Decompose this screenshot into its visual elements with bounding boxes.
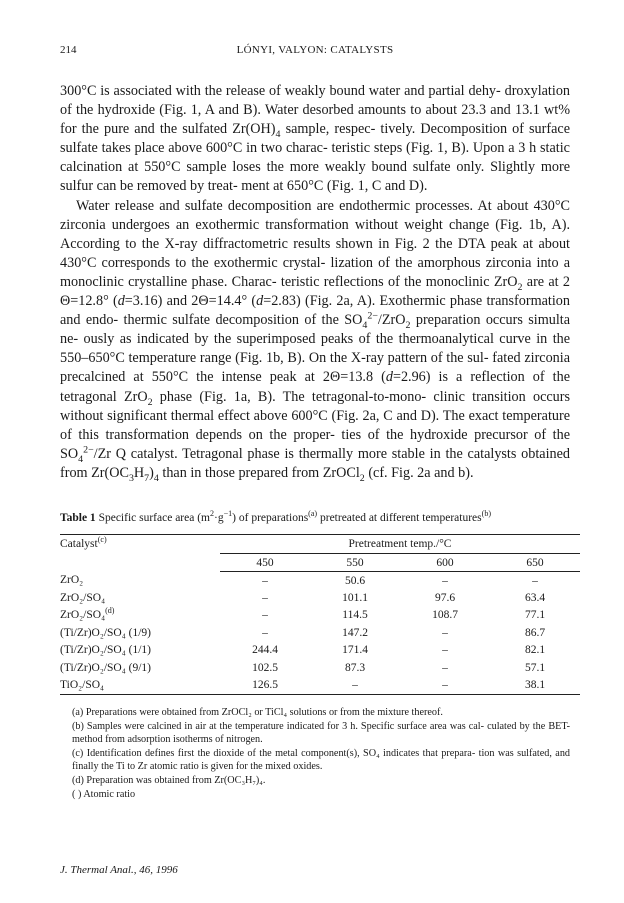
table-notes [72, 706, 570, 801]
catalyst-cell: ZrO₂/SO₄ [60, 592, 106, 605]
note-d: (d) Preparation was obtained from Zr(OC₃H₇)₄. [72, 774, 266, 786]
value-cell: – [442, 626, 448, 639]
catalyst-cell: (Ti/Zr)O₂/SO₄ (1/9) [60, 626, 151, 639]
value-cell: 77.1 [524, 609, 546, 622]
running-head-title: LÓNYI, VALYON: CATALYSTS [236, 44, 394, 56]
value-cell: 38.1 [490, 676, 580, 694]
value-cell: – [442, 574, 448, 587]
value-cell: – [262, 574, 268, 587]
value-cell: 97.6 [434, 592, 456, 605]
value-cell: 87.3 [344, 661, 366, 674]
value-cell: – [442, 644, 448, 657]
value-cell: 126.5 [220, 676, 310, 694]
body-text [60, 82, 570, 483]
value-cell: 147.2 [342, 626, 368, 639]
table-caption: Table 1 Specific surface area $(m^2\cdot g^{-1})$ of preparations$^{(a)}$ pretreated at different temperatures$^{(b)}$ [60, 509, 492, 524]
value-cell: 101.1 [342, 592, 368, 605]
paragraph-1: 300°C is associated with the release of weakly bound water and partial dehy- droxylation of the hydroxide (Fig. 1, A and B). Water desorbed amounts to about 23.3 and 13.1 wt% for the pure and the sulfated $Zr(OH)_4$ sample, respec- tively. Decomposition of surface sulfate takes place above 600°C in two charac- teristic steps (Fig. 1, B). Upon a 3 h static calcination at 550°C sample loses the more weakly bound sulfate only. Slightly more sulfur can be removed by treat- ment at 650°C (Fig. 1, C and D). [60, 83, 571, 195]
table-row [60, 624, 580, 641]
value-cell: – [310, 676, 400, 694]
value-cell: – [262, 626, 268, 639]
catalyst-cell: ZrO₂ [60, 574, 84, 587]
note-a: (a) Preparations were obtained from ZrOCl₂ or TiCl₄ solutions or from the mixture thereof. [72, 707, 443, 718]
value-cell: 50.6 [344, 574, 366, 587]
table-row [60, 589, 580, 606]
value-cell: – [532, 574, 538, 587]
value-cell: 171.4 [342, 644, 368, 657]
value-cell: 244.4 [252, 644, 278, 657]
value-cell: 102.5 [252, 661, 278, 674]
table-row [60, 642, 580, 659]
journal-footer: J. Thermal Anal., 46, 1996 [60, 864, 178, 876]
table-row [60, 659, 580, 676]
value-cell: 63.4 [524, 592, 546, 605]
column-header-temp: 550 [310, 554, 400, 572]
note-b: (b) Samples were calcined in air at the temperature indicated for 3 h. Specific surface area was cal- culated by the BET-method from adsorption isotherms of nitrogen. [72, 720, 571, 746]
value-cell: – [442, 661, 448, 674]
column-header-temp: 650 [490, 554, 580, 572]
catalyst-cell: (Ti/Zr)O₂/SO₄ (1/1) [60, 644, 151, 657]
value-cell: 114.5 [342, 609, 368, 622]
note-e: ( ) Atomic ratio [72, 788, 136, 800]
table-row [60, 607, 580, 624]
catalyst-cell: TiO₂/SO₄ [60, 676, 220, 694]
running-head [60, 44, 570, 60]
catalyst-cell: ZrO₂/SO₄$^{(d)}$ [60, 606, 115, 622]
table-label: Table 1 [60, 512, 96, 524]
column-header-catalyst: Catalyst$^{(c)}$ [60, 535, 220, 554]
value-cell: – [262, 609, 268, 622]
value-cell: – [400, 676, 490, 694]
value-cell: 82.1 [524, 644, 546, 657]
value-cell: 86.7 [524, 626, 546, 639]
value-cell: 57.1 [524, 661, 546, 674]
value-cell: – [262, 592, 268, 605]
column-header-temp: 600 [400, 554, 490, 572]
surface-area-table [60, 534, 580, 695]
column-header-temp: 450 [220, 554, 310, 572]
value-cell: 108.7 [432, 609, 458, 622]
catalyst-cell: (Ti/Zr)O₂/SO₄ (9/1) [60, 661, 151, 674]
note-c: (c) Identification defines first the dioxide of the metal component(s), SO₄ indicates that prepara- tion was sulfated, and finally the Ti to Zr atomic ratio is given for the mixed oxides. [72, 747, 571, 773]
page-number: 214 [60, 44, 77, 56]
table-row [60, 676, 580, 694]
table-row [60, 572, 580, 590]
paragraph-2: Water release and sulfate decomposition are endothermic processes. At about 430°C zirconia undergoes an exothermic transformation without weight change (Fig. 1b, A). According to the X-ray diffractometric results shown in Fig. 2 the DTA peak at about 430°C corresponds to the exothermic crystal- lization of the amorphous zirconia into a monoclinic crystalline phase. Charac- teristic reflections of the monoclinic ZrO$_2$ are at 2 Θ=12.8° (d=3.16) and 2Θ=14.4° (d=2.83) (Fig. 2a, A). Exothermic phase transformation and endo- thermic sulfate decomposition of the $SO_4^{2-}/ZrO_2$ preparation occurs simulta ne- ously as indicated by the superimposed peaks of the thermoanalytical curve in the 550–650°C temperature range (Fig. 1b, B). On the X-ray pattern of the sul- fated zirconia precalcined at 550°C the intense peak at 2Θ=13.8 (d=2.96) is a reflection of the tetragonal ZrO$_2$ phase (Fig. 1a, B). The tetragonal-to-mono- clinic transition occurs without significant thermal effect above 600°C (Fig. 2a, C and D). The exact temperature of this transformation depends on the proper- ties of the hydroxide precursor of the $SO_4^{2-}/Zr$ Q catalyst. Tetragonal phase is thermally more stable in the catalysts obtained from $Zr(OC_3H_7)_4$ than in those prepared from ZrOCl$_2$ (cf. Fig. 2a and b). [60, 197, 571, 484]
column-group-pretreatment: Pretreatment temp./°C [220, 535, 580, 554]
